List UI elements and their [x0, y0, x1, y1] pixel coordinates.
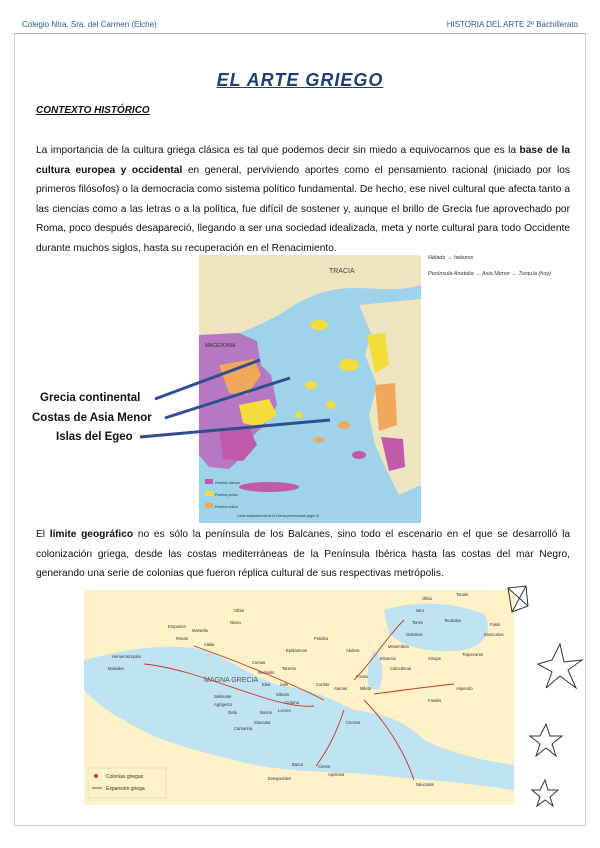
paragraph-context-text-1: La importancia de la cultura griega clásica es tal que podemos decir sin miedo a equivocarnos que es la — [36, 145, 520, 156]
map2-legend-colonias: Colonias griegas — [106, 774, 144, 780]
city-hemeroscopion: Hemeroscopion — [112, 654, 142, 659]
city-faselis: Faselis — [428, 698, 442, 703]
page-title: EL ARTE GRIEGO — [216, 70, 384, 90]
city-elea: Elea — [262, 682, 271, 687]
city-sibaris: Síbaris — [276, 692, 290, 697]
city-mileto: Mileto — [360, 686, 372, 691]
region-label-magna-grecia: MAGNA GRECIA — [204, 677, 259, 684]
city-agrigento: Agrigento — [214, 702, 232, 707]
city-odessos: Odessos — [406, 632, 423, 637]
map1-caption: Carte septentrional de la Grecia prerromana (siglo V) — [237, 514, 320, 518]
paragraph-geo-bold: límite geográfico — [49, 529, 134, 540]
city-fasis: Fasis — [490, 622, 501, 627]
legend-label-3: Pueblos eolios — [215, 505, 238, 509]
paragraph-context-bold: base de la cultura europea y occidental — [36, 145, 570, 176]
city-tarento: Tarento — [282, 666, 296, 671]
legend-label-2: Pueblos jonios — [215, 493, 238, 497]
legend-label-1: Pueblos dóricos — [215, 481, 240, 485]
city-marsella: Marsella — [192, 628, 208, 633]
city-mesembria: Mesembria — [388, 644, 409, 649]
star-doodle-medium-icon — [530, 724, 562, 756]
header-school: Colegio Ntra. Sra. del Carmen (Elche) — [22, 20, 157, 29]
section-heading: CONTEXTO HISTÓRICO — [36, 105, 150, 116]
city-cirene: Cirene — [318, 764, 331, 769]
city-aspendo: Aspendo — [456, 686, 473, 691]
city-rosas: Rosas — [176, 636, 188, 641]
city-corinto: Corinto — [316, 682, 330, 687]
city-gela: Gela — [228, 710, 237, 715]
map2-legend-expansion: Expansión griega — [106, 786, 145, 792]
city-naxos: Naxos — [260, 710, 272, 715]
city-dioscurias: Dioscurias — [484, 632, 504, 637]
city-siracusa: Siracusa — [254, 720, 271, 725]
web-doodle-icon — [508, 586, 528, 612]
city-nicea: Nicea — [230, 620, 241, 625]
city-cnosos: Cnosos — [346, 720, 361, 725]
handwritten-note-2: Península Anatolia → Asia Menor → Turquía (hoy) — [428, 271, 551, 277]
callout-islas-egeo: Islas del Egeo — [56, 431, 133, 443]
city-emporion: Emporion — [168, 624, 186, 629]
city-olbia-w: Olbia — [234, 608, 244, 613]
city-tomis: Tomis — [412, 620, 423, 625]
city-focea: Focea — [356, 674, 368, 679]
city-tanais: Tanais — [456, 592, 469, 597]
city-potidea: Potidea — [314, 636, 329, 641]
city-trapezunte: Trapezunte — [462, 652, 484, 657]
city-evesperides: Evesperides — [268, 776, 292, 781]
star-doodle-small-icon — [532, 780, 558, 806]
paragraph-context-text-2: en general, perviviendo aportes como el pensamiento racional (iniciado por los primeros filósofos) o la democracia como sistema político fundamental. De hecho, ese nivel cultural que afecta tanto a las ciencias como a las letras o a la política, fue difícil de sostener y, aunque el brillo de Grecia fue aprovechado por Roma, poco después desapareció, llegando a ser una sociedad idealizada, meta y norte cultural para todo Occidente durante muchos siglos, hasta su recuperación en el Renacimiento. — [36, 164, 571, 254]
city-camarina: Camarina — [234, 726, 253, 731]
city-naucratis: Náucratis — [416, 782, 434, 787]
city-locres: Locres — [278, 708, 291, 713]
city-epidamnos: Epidamnos — [286, 648, 307, 653]
city-olbia-n: Olbia — [422, 596, 432, 601]
city-siris: Siris — [280, 682, 289, 687]
city-atenas: Atenas — [334, 686, 348, 691]
city-apolonia: Apolonia — [328, 772, 345, 777]
map1-label-thracia: TRACIA — [329, 268, 355, 275]
city-barca: Barca — [292, 762, 303, 767]
city-bizancio: Bizancio — [380, 656, 396, 661]
city-cumas: Cumas — [252, 660, 266, 665]
city-abdera: Abdera — [346, 648, 360, 653]
city-alalia: Alalia — [204, 642, 215, 647]
city-calcedonia: Calcedonia — [390, 666, 411, 671]
city-crotona: Crotona — [284, 700, 299, 705]
city-teodosia: Teodosia — [444, 618, 461, 623]
city-selinunte: Selinunte — [214, 694, 232, 699]
callout-asia-menor: Costas de Asia Menor — [32, 411, 152, 424]
city-istro: Istro — [416, 608, 425, 613]
callout-grecia-continental: Grecia continental — [40, 392, 141, 404]
header-subject: HISTORIA DEL ARTE 2º Bachillerato — [446, 20, 578, 29]
city-neapolis: Neápolis — [258, 670, 275, 675]
paragraph-geo-text-2: no es sólo la península de los Balcanes, sino todo el escenario en el que se desarrolló la colonización griega, desde las costas mediterráneas de la Península Ibérica hasta las costas del mar Negro, generando una serie de colonias que fueron réplica cultural de sus respectivas metrópolis. — [36, 529, 571, 579]
paragraph-geo-text-1: El — [36, 529, 50, 540]
city-sinope: Sinope — [428, 656, 442, 661]
handwritten-note-1: Hélade → helenos — [428, 255, 474, 261]
star-doodle-large-icon — [538, 644, 582, 688]
map1-label-macedon: MACEDONIA — [205, 343, 236, 349]
city-mainake: Mainake — [108, 666, 124, 671]
